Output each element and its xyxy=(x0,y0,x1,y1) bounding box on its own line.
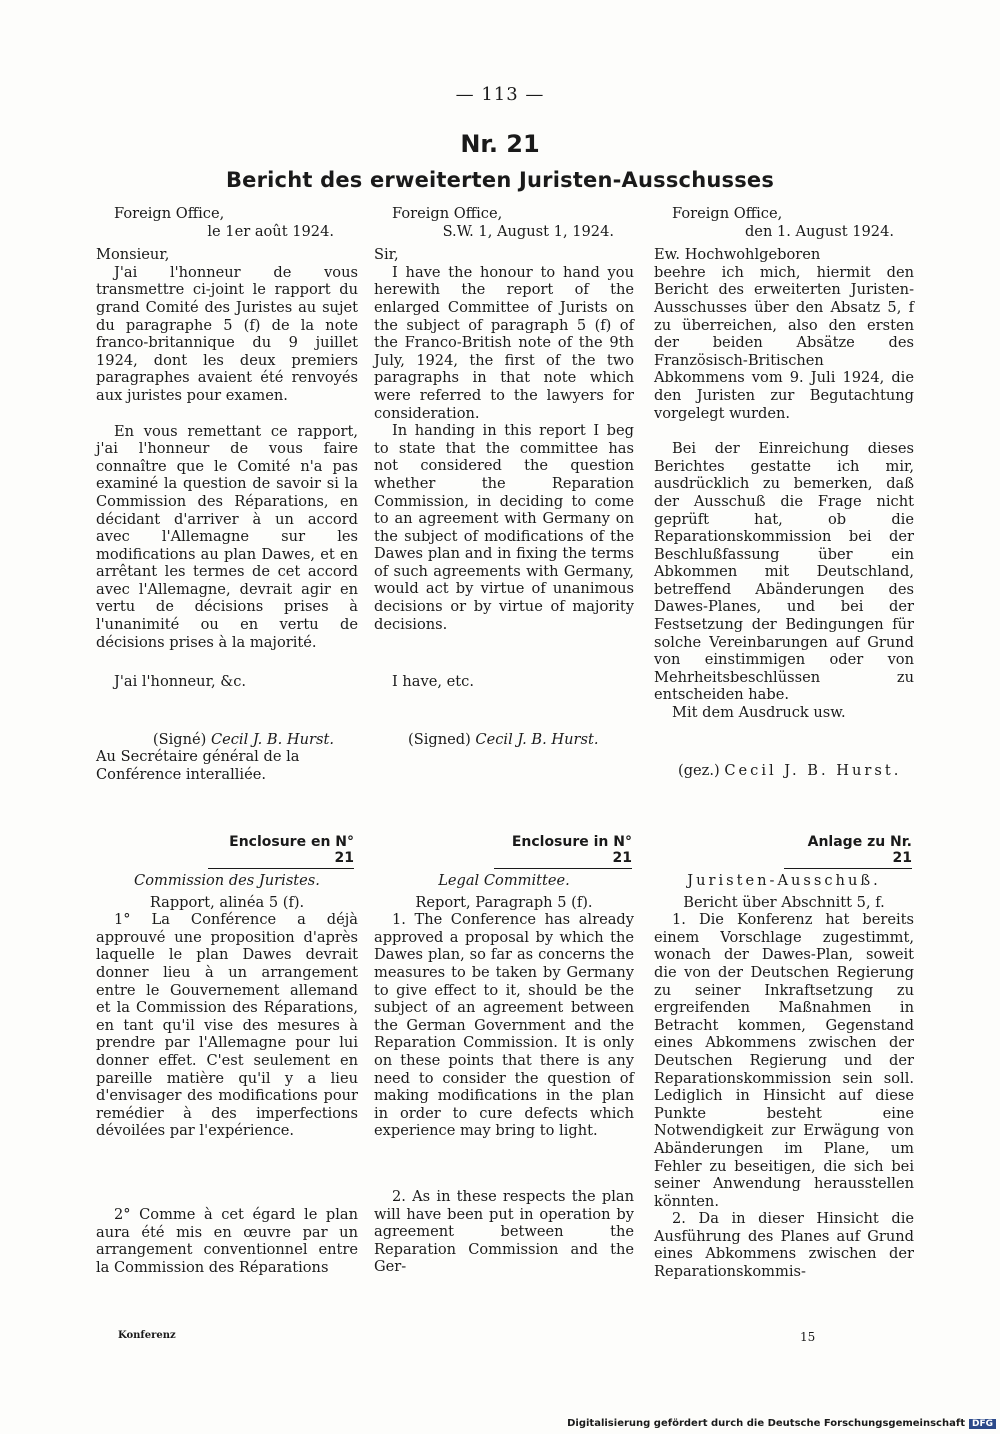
report-paragraph: 2. As in these respects the plan will have been put in operation by agreement between the Reparation Commission and the Ger- xyxy=(374,1187,634,1276)
signer-name: Cecil J. B. Hurst. xyxy=(724,761,902,779)
letter-signature xyxy=(374,731,634,749)
letter-closing: Mit dem Ausdruck usw. xyxy=(672,704,846,722)
letter-date: le 1er août 1924. xyxy=(207,222,334,240)
signed-label: (Signed) xyxy=(408,730,471,748)
letter-office: Foreign Office, xyxy=(114,205,225,222)
report-title: Report, Paragraph 5 (f). xyxy=(415,893,593,911)
letter-salutation: Ew. Hochwohlgeboren xyxy=(654,246,821,264)
letter-paragraph: J'ai l'honneur de vous transmettre ci-joint le rapport du grand Comité des Juristes au sujet du paragraphe 5 (f) de la note franco-britannique du 9 juillet 1924, dont les deux premiers paragraphes avaient été renvoyés aux juristes pour examen. xyxy=(96,263,358,404)
signed-label: (Signé) xyxy=(152,730,207,748)
letter-recipient: Au Secrétaire général de la Conférence interalliée. xyxy=(96,748,300,784)
letter-paragraph: beehre ich mich, hiermit den Bericht des erweiterten Juristen-Ausschusses über den Absatz 5, f zu überreichen, also den ersten der beiden Absätze des Französisch-Britischen Abkommens vom 9. Juli 1924, die den Juristen zur Begutachtung vorgelegt wurden. xyxy=(654,263,914,422)
letter-date: S.W. 1, August 1, 1924. xyxy=(442,222,614,240)
enclosure-french-column xyxy=(96,872,358,1276)
letter-english-column xyxy=(374,205,634,748)
document-title: Bericht des erweiterten Juristen-Ausschusses xyxy=(225,168,775,192)
digitization-note xyxy=(567,1418,996,1429)
letter-french-column xyxy=(96,205,358,784)
enclosure-heading-german: Anlage zu Nr. 21 xyxy=(784,834,912,869)
letter-closing: I have, etc. xyxy=(392,673,474,691)
report-paragraph: 2. Da in dieser Hinsicht die Ausführung des Planes auf Grund eines Abkommens zwischen der Reparationskommis- xyxy=(654,1210,914,1281)
signed-label: (gez.) xyxy=(678,761,720,779)
letter-salutation: Sir, xyxy=(374,246,399,264)
letter-date: den 1. August 1924. xyxy=(744,222,894,240)
letter-paragraph: In handing in this report I beg to state that the committee has not considered the question whether the Reparation Commission, in deciding to come to an agreement with Germany on the subject of modifications of the Dawes plan and in fixing the terms of such agreements with Germany, would act by virtue of unanimous decisions or by virtue of majority decisions. xyxy=(374,422,634,633)
report-title: Bericht über Abschnitt 5, f. xyxy=(683,893,885,911)
letter-german-column xyxy=(654,205,914,779)
signer-name: Cecil J. B. Hurst. xyxy=(475,730,599,748)
sheet-number: 15 xyxy=(800,1330,816,1344)
enclosure-german-column xyxy=(654,872,914,1281)
letter-paragraph: Bei der Einreichung dieses Berichtes gestatte ich mir, ausdrücklich zu bemerken, daß der Ausschuß die Frage nicht geprüft hat, ob die Reparationskommission bei der Beschlußfassung über ein Abkommen mit Deutschland, betreffend Abänderungen des Dawes-Planes, und bei der Festsetzung der Bedingungen für solche Vereinbarungen auf Grund von einstimmigen oder von Mehrheitsbeschlüssen zu entscheiden habe. xyxy=(654,440,914,704)
letter-salutation: Monsieur, xyxy=(96,246,170,264)
report-title: Rapport, alinéa 5 (f). xyxy=(149,893,305,911)
enclosure-english-column xyxy=(374,872,634,1276)
enclosure-heading-french: Enclosure en N° 21 xyxy=(208,834,354,869)
page-number: — 113 — xyxy=(455,84,545,105)
committee-name: Legal Committee. xyxy=(438,872,570,889)
signature-mark: Konferenz xyxy=(118,1330,176,1341)
dfg-logo: DFG xyxy=(969,1419,996,1429)
letter-paragraph: En vous remettant ce rapport, j'ai l'honneur de vous faire connaître que le Comité n'a pas examiné la question de savoir si la Commission des Réparations, en décidant d'arriver à un accord avec l'Allemagne sur les modifications au plan Dawes, et en arrêtant les termes de cet accord avec l'Allemagne, devrait agir en vertu de décisions prises à l'unanimité ou en vertu de décisions prises à la majorité. xyxy=(96,422,358,651)
letter-signature xyxy=(654,762,914,780)
letter-office: Foreign Office, xyxy=(392,205,503,222)
letter-signature xyxy=(96,731,358,749)
letter-paragraph: I have the honour to hand you herewith the report of the enlarged Committee of Jurists on the subject of paragraph 5 (f) of the Franco-British note of the 9th July, 1924, the first of the two paragraphs in that note which were referred to the lawyers for consideration. xyxy=(374,263,634,422)
report-paragraph: 2° Comme à cet égard le plan aura été mis en œuvre par un arrangement conventionnel entre la Commission des Réparations xyxy=(96,1205,358,1276)
report-paragraph: 1. The Conference has already approved a proposal by which the Dawes plan, so far as concerns the measures to be taken by Germany to give effect to it, should be the subject of an agreement between the German Government and the Reparation Commission. It is only on these points that there is any need to consider the question of making modifications in the plan in order to cure defects which experience may bring to light. xyxy=(374,911,634,1140)
enclosure-heading-english: Enclosure in N° 21 xyxy=(494,834,632,869)
letter-office: Foreign Office, xyxy=(672,205,783,222)
signer-name: Cecil J. B. Hurst. xyxy=(210,730,334,748)
report-paragraph: 1° La Conférence a déjà approuvé une proposition d'après laquelle le plan Dawes devrait donner lieu à un arrangement entre le Gouvernement allemand et la Commission des Réparations, en tant qu'il vise des mesures à prendre par l'Allemagne pour lui donner effet. C'est seulement en pareille matière qu'il y a lieu d'envisager des modifications pour remédier à des imperfections dévoilées par l'expérience. xyxy=(96,911,358,1140)
report-paragraph: 1. Die Konferenz hat bereits einem Vorschlage zugestimmt, wonach der Dawes-Plan, soweit die von der Deutschen Regierung zu seiner Inkraftsetzung zu ergreifenden Maßnahmen in Betracht kommen, Gegenstand eines Abkommens zwischen der Deutschen Regierung und der Reparationskommission sein soll. Lediglich in Hinsicht auf diese Punkte besteht eine Notwendigkeit zur Erwägung von Abänderungen im Plane, um Fehler zu beseitigen, die sich bei seiner Anwendung herausstellen könnten. xyxy=(654,911,914,1210)
letter-closing: J'ai l'honneur, &c. xyxy=(114,673,247,691)
committee-name: Juristen-Ausschuß. xyxy=(687,872,881,889)
digitization-text: Digitalisierung gefördert durch die Deutsche Forschungsgemeinschaft xyxy=(567,1418,965,1429)
document-number: Nr. 21 xyxy=(460,130,540,158)
committee-name: Commission des Juristes. xyxy=(134,872,320,889)
